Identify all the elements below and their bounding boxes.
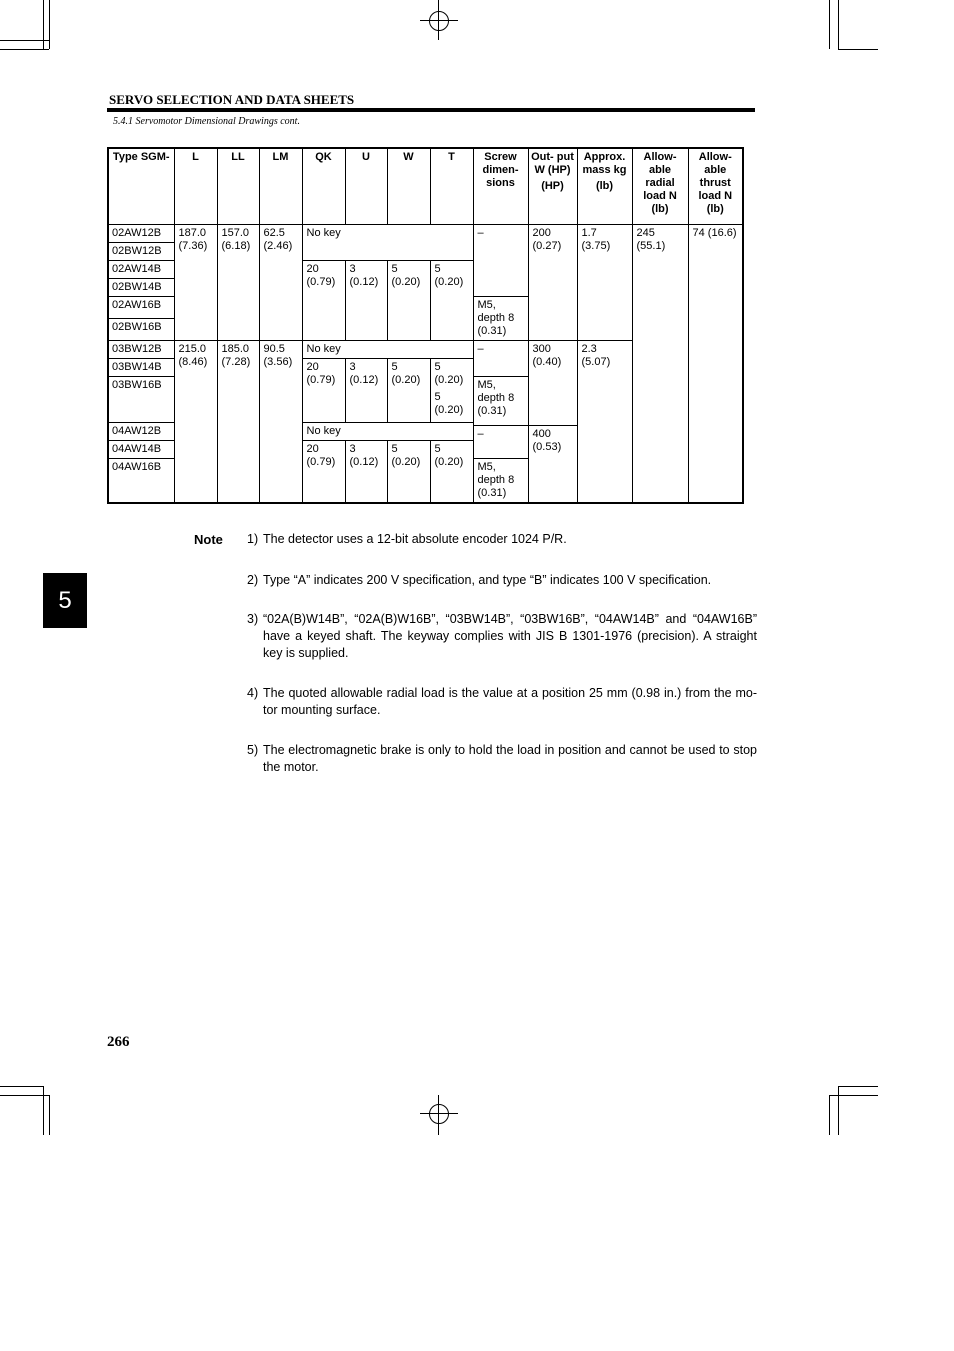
- header-u: U: [345, 148, 387, 224]
- note-text: The quoted allowable radial load is the value at a position 25 mm (0.98 in.) from the mo-tor mounting surface.: [263, 686, 757, 717]
- registration-mark: [429, 1104, 449, 1124]
- type-cell: 02AW14B: [108, 260, 174, 278]
- section-subtitle: 5.4.1 Servomotor Dimensional Drawings cont.: [113, 116, 300, 127]
- crop-mark: [420, 1113, 458, 1114]
- crop-mark: [838, 1086, 878, 1087]
- cell-t: [430, 358, 473, 422]
- note-number: 2): [247, 573, 259, 587]
- note-text: The electromagnetic brake is only to hold the load in position and cannot be used to stop the motor.: [263, 743, 757, 774]
- cell-no-key: No key: [302, 224, 473, 260]
- crop-mark: [43, 0, 44, 49]
- cell-output: 300 (0.40): [528, 340, 577, 425]
- cell-w: 5 (0.20): [387, 358, 430, 422]
- crop-mark: [838, 49, 878, 50]
- cell-screw: M5, depth 8 (0.31): [473, 376, 528, 425]
- cell-qk: 20 (0.79): [302, 440, 345, 503]
- cell-mass: 2.3 (5.07): [577, 340, 632, 503]
- note-number: 5): [247, 743, 259, 757]
- cell-no-key: No key: [302, 340, 473, 358]
- header-mass-label: Approx. mass kg: [582, 151, 627, 176]
- header-output-unit: (HP): [541, 180, 564, 192]
- cell-w: 5 (0.20): [387, 260, 430, 340]
- cell-thrust-load: 74 (16.6): [688, 224, 743, 503]
- crop-mark: [838, 1086, 839, 1135]
- header-type: Type SGM-: [108, 148, 174, 224]
- type-cell: 04AW16B: [108, 458, 174, 503]
- crop-mark: [0, 49, 49, 50]
- cell-mass: 1.7 (3.75): [577, 224, 632, 340]
- cell-screw: M5, depth 8 (0.31): [473, 296, 528, 340]
- cell-screw-none: –: [473, 224, 528, 296]
- cell-output: 200 (0.27): [528, 224, 577, 340]
- cell-t-value-2: 5 (0.20): [434, 390, 464, 416]
- cell-qk: 20 (0.79): [302, 260, 345, 340]
- crop-mark: [829, 1095, 878, 1096]
- cell-u: 3 (0.12): [345, 440, 387, 503]
- type-cell: 02AW12B: [108, 224, 174, 242]
- header-radial: Allow- able radial load N (lb): [632, 148, 688, 224]
- note-text: “02A(B)W14B”, “02A(B)W16B”, “03BW14B”, “03BW16B”, “04AW14B” and “04AW16B” have a keyed shaft. The keyway complies with JIS B 1301-1976 (precision). A straight key is supplied.: [263, 612, 757, 660]
- type-cell: 03BW14B: [108, 358, 174, 376]
- note-item: [247, 685, 757, 719]
- cell-t-value: 5 (0.20): [434, 360, 464, 386]
- header-ll: LL: [217, 148, 259, 224]
- cell-ll: 185.0 (7.28): [217, 340, 259, 503]
- type-cell: 02BW14B: [108, 278, 174, 296]
- note-item: [247, 531, 757, 548]
- note-number: 1): [247, 532, 259, 546]
- cell-l: 215.0 (8.46): [174, 340, 217, 503]
- cell-l: 187.0 (7.36): [174, 224, 217, 340]
- chapter-tab: 5: [43, 573, 87, 628]
- note-text: The detector uses a 12-bit absolute encoder 1024 P/R.: [263, 532, 567, 546]
- crop-mark: [43, 1086, 44, 1135]
- header-output-label: Out- put W (HP): [531, 151, 574, 176]
- crop-mark: [438, 1095, 439, 1135]
- crop-mark: [420, 20, 458, 21]
- crop-mark: [838, 0, 839, 49]
- section-title: SERVO SELECTION AND DATA SHEETS: [109, 92, 355, 107]
- crop-mark: [49, 0, 50, 49]
- cell-qk: 20 (0.79): [302, 358, 345, 422]
- cell-u: 3 (0.12): [345, 260, 387, 340]
- cell-output: 400 (0.53): [528, 425, 577, 503]
- header-output: [528, 148, 577, 224]
- cell-lm: 90.5 (3.56): [259, 340, 302, 503]
- note-item: [247, 572, 757, 589]
- cell-screw-none: –: [473, 340, 528, 376]
- cell-screw-none: –: [473, 425, 528, 458]
- type-cell: 04AW14B: [108, 440, 174, 458]
- table-header-row: [108, 148, 743, 224]
- cell-lm: 62.5 (2.46): [259, 224, 302, 340]
- cell-screw: M5, depth 8 (0.31): [473, 458, 528, 503]
- header-rule: [107, 108, 755, 112]
- type-cell: 04AW12B: [108, 422, 174, 440]
- header-t: T: [430, 148, 473, 224]
- crop-mark: [0, 1086, 43, 1087]
- crop-mark: [0, 1095, 49, 1096]
- page-number: 266: [107, 1034, 130, 1050]
- note-label: Note: [194, 532, 223, 547]
- type-cell: 03BW12B: [108, 340, 174, 358]
- header-mass: [577, 148, 632, 224]
- cell-radial-load: 245 (55.1): [632, 224, 688, 503]
- cell-t: 5 (0.20): [430, 260, 473, 340]
- table-row: [108, 224, 743, 242]
- header-lm: LM: [259, 148, 302, 224]
- type-cell: 02BW12B: [108, 242, 174, 260]
- note-item: [247, 742, 757, 776]
- cell-no-key: No key: [302, 422, 473, 440]
- crop-mark: [829, 1095, 830, 1135]
- type-cell: 03BW16B: [108, 376, 174, 422]
- crop-mark: [49, 1095, 50, 1135]
- cell-u: 3 (0.12): [345, 358, 387, 422]
- header-l: L: [174, 148, 217, 224]
- header-w: W: [387, 148, 430, 224]
- cell-w: 5 (0.20): [387, 440, 430, 503]
- cell-ll: 157.0 (6.18): [217, 224, 259, 340]
- type-cell: 02AW16B: [108, 296, 174, 318]
- header-mass-unit: (lb): [595, 180, 614, 192]
- crop-mark: [829, 0, 830, 49]
- note-item: [247, 611, 757, 662]
- note-text: Type “A” indicates 200 V specification, and type “B” indicates 100 V specification.: [263, 573, 712, 587]
- header-screw: Screw dimen- sions: [473, 148, 528, 224]
- note-number: 3): [247, 612, 259, 626]
- header-thrust: Allow- able thrust load N (lb): [688, 148, 743, 224]
- note-number: 4): [247, 686, 259, 700]
- cell-t: 5 (0.20): [430, 440, 473, 503]
- crop-mark: [0, 40, 49, 41]
- registration-mark: [429, 11, 449, 31]
- servomotor-dimension-table: [107, 147, 744, 504]
- type-cell: 02BW16B: [108, 318, 174, 340]
- header-qk: QK: [302, 148, 345, 224]
